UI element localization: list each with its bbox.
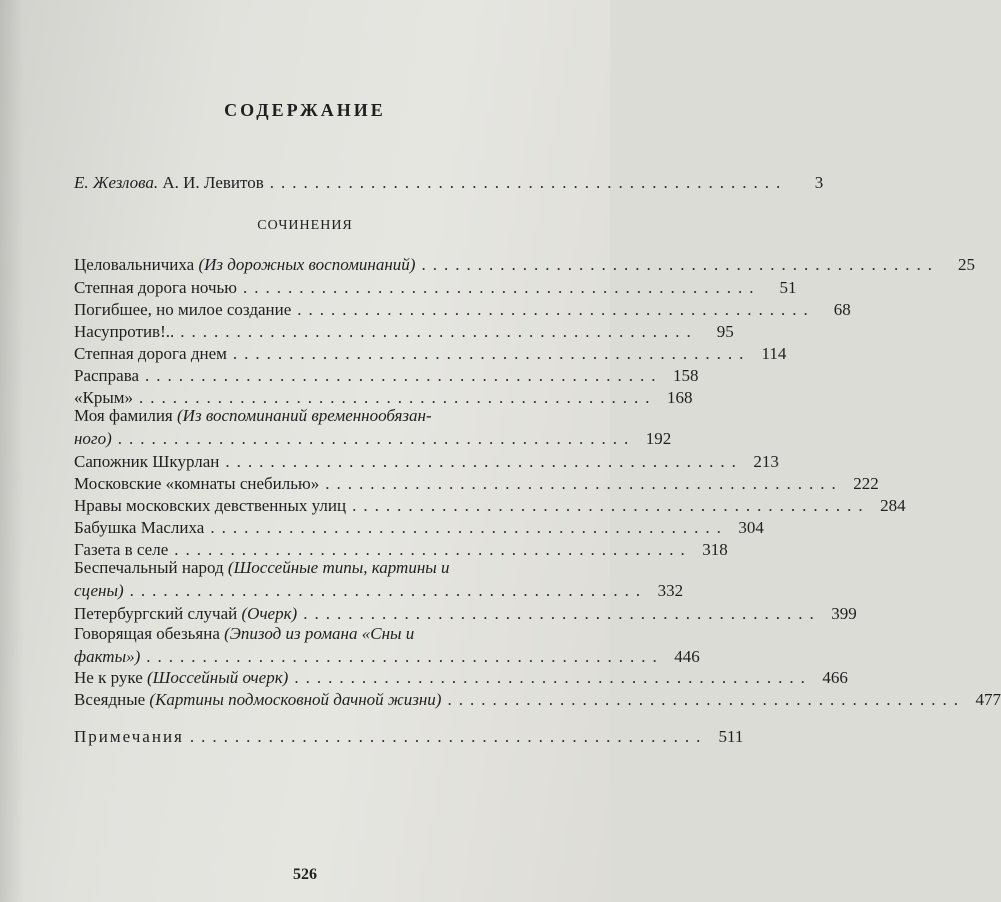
entry-note: (Шоссейный очерк) xyxy=(147,668,289,687)
leader-dots: .............................................. xyxy=(146,647,664,666)
leader-dots: .............................................. xyxy=(232,344,751,363)
leader-dots: .............................................. xyxy=(421,255,939,274)
entry-page: 284 xyxy=(880,496,906,515)
entry-note: (Очерк) xyxy=(241,604,298,623)
intro-entry xyxy=(74,172,824,193)
entry-title: Петербургский случай xyxy=(74,604,238,623)
toc-entry xyxy=(74,667,848,688)
entry-page: 192 xyxy=(645,429,672,448)
leader-dots: .............................................. xyxy=(129,581,648,600)
toc-entry xyxy=(74,277,797,298)
entry-title: «Крым» xyxy=(74,388,134,407)
entry-note-continuation: факты») xyxy=(74,647,141,666)
leader-dots: .............................................. xyxy=(352,496,870,515)
entry-page: 399 xyxy=(831,604,857,623)
toc-entry xyxy=(74,299,851,320)
intro-title: А. И. Левитов xyxy=(162,173,264,192)
leader-dots: .............................................. xyxy=(225,452,743,471)
leader-dots: .............................................. xyxy=(210,518,728,537)
entry-note: (Картины подмосковной дачной жизни) xyxy=(149,690,442,709)
entry-title: Расправа xyxy=(74,366,140,385)
entry-page: 68 xyxy=(833,300,851,319)
leader-dots: .............................................. xyxy=(145,366,663,385)
entry-title: Бабушка Маслиха xyxy=(74,518,205,537)
leader-dots: .............................................. xyxy=(447,690,965,709)
leader-dots: .............................................. xyxy=(294,668,812,687)
entry-page: 213 xyxy=(753,452,779,471)
entry-title: Газета в селе xyxy=(74,540,169,559)
entry-title: Степная дорога днем xyxy=(74,344,227,363)
toc-entry xyxy=(74,365,699,386)
toc-entry xyxy=(74,254,975,275)
toc-entry xyxy=(74,405,672,449)
entry-note: (Шоссейные типы, картины и xyxy=(227,558,450,577)
toc-entry xyxy=(74,623,700,667)
entry-page: 466 xyxy=(822,668,848,687)
leader-dots: .............................................. xyxy=(269,173,788,192)
leader-dots: .............................................. xyxy=(297,300,815,319)
leader-dots: .............................................. xyxy=(117,429,636,448)
page-number: 526 xyxy=(293,866,317,883)
toc-entry xyxy=(74,473,879,494)
entry-title: Погибшее, но милое создание xyxy=(74,300,292,319)
entry-page: 168 xyxy=(667,388,693,407)
toc-entry xyxy=(74,557,684,601)
entry-page: 332 xyxy=(657,581,684,600)
intro-author: Е. Жезлова. xyxy=(74,173,159,192)
toc-entry xyxy=(74,495,906,516)
entry-title: Не к руке xyxy=(74,668,143,687)
intro-page: 3 xyxy=(814,173,824,192)
toc-entry xyxy=(74,517,764,538)
entry-page: 477 xyxy=(975,690,1001,709)
entry-title: Нравы московских девственных улиц xyxy=(74,496,347,515)
toc-entry xyxy=(74,689,1001,710)
entry-page: 51 xyxy=(779,278,797,297)
entry-note: (Из дорожных воспоминаний) xyxy=(198,255,416,274)
entry-page: 304 xyxy=(738,518,764,537)
leader-dots: .............................................. xyxy=(189,727,708,746)
entry-title: Целовальничиха xyxy=(74,255,195,274)
entry-title: Моя фамилия xyxy=(74,406,173,425)
entry-note: (Из воспоминаний временнообязан- xyxy=(177,406,432,425)
entry-title: Насупротив!.. xyxy=(74,322,175,341)
entry-page: 25 xyxy=(957,255,975,274)
page-edge-shadow xyxy=(0,0,24,902)
toc-entry xyxy=(74,321,734,342)
leader-dots: .............................................. xyxy=(139,388,657,407)
leader-dots: .............................................. xyxy=(325,474,843,493)
toc-entry xyxy=(74,603,857,624)
leader-dots: .............................................. xyxy=(180,322,698,341)
leader-dots: .............................................. xyxy=(242,278,761,297)
entry-title: Московские «комнаты снебилью» xyxy=(74,474,320,493)
entry-page: 318 xyxy=(702,540,728,559)
leader-dots: .............................................. xyxy=(174,540,692,559)
entry-note-continuation: ного) xyxy=(74,429,112,448)
notes-label: Примечания xyxy=(74,727,184,746)
entry-page: 446 xyxy=(674,647,700,666)
entry-page: 95 xyxy=(716,322,734,341)
entry-page: 158 xyxy=(673,366,699,385)
leader-dots: .............................................. xyxy=(303,604,821,623)
entry-title: Беспечальный народ xyxy=(74,558,224,577)
notes-page: 511 xyxy=(718,727,744,746)
entry-title: Сапожник Шкурлан xyxy=(74,452,220,471)
page-title: СОДЕРЖАНИЕ xyxy=(224,100,386,120)
entry-note-continuation: сцены) xyxy=(74,581,124,600)
entry-title: Говорящая обезьяна xyxy=(74,624,220,643)
toc-entry xyxy=(74,343,787,364)
section-heading: СОЧИНЕНИЯ xyxy=(257,218,353,233)
entry-page: 114 xyxy=(761,344,787,363)
toc-entry xyxy=(74,451,779,472)
entry-page: 222 xyxy=(853,474,879,493)
entry-title: Степная дорога ночью xyxy=(74,278,237,297)
notes-entry xyxy=(74,726,744,747)
entry-note: (Эпизод из романа «Сны и xyxy=(224,624,415,643)
entry-title: Всеядные xyxy=(74,690,146,709)
